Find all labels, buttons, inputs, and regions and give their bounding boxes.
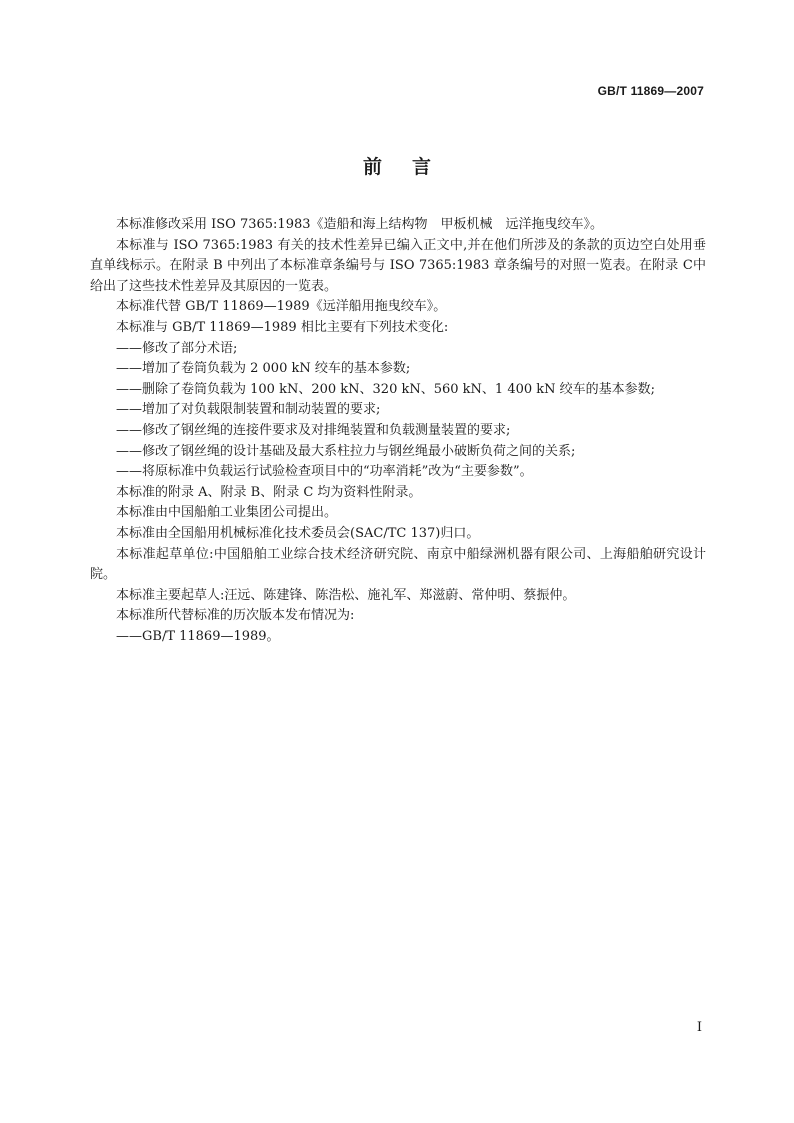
change-item: ——增加了对负载限制装置和制动装置的要求; xyxy=(116,402,381,418)
paragraph-adoption: 本标准修改采用 ISO 7365:1983《造船和海上结构物 甲板机械 远洋拖曳绞车》。 xyxy=(116,217,604,232)
paragraph-technical-differences: 本标准与 ISO 7365:1983 有关的技术性差异已编入正文中,并在他们所涉及的条款的页边空白处用垂直单线标示。在附录 B 中列出了本标准章条编号与 ISO 7365:1983 章条编号的对照一览表。在附录 C中给出了这些技术性差异及其原因的一览表。 xyxy=(90,237,706,294)
paragraph-proposed-by: 本标准由中国船舶工业集团公司提出。 xyxy=(116,505,338,521)
change-item: ——增加了卷筒负载为 2 000 kN 绞车的基本参数; xyxy=(116,361,411,377)
paragraph-history-intro: 本标准所代替标准的历次版本发布情况为: xyxy=(116,608,355,624)
standard-code: GB/T 11869—2007 xyxy=(597,84,704,98)
paragraph-annexes: 本标准的附录 A、附录 B、附录 C 均为资料性附录。 xyxy=(116,484,422,500)
paragraph-administered-by: 本标准由全国船用机械标准化技术委员会(SAC/TC 137)归口。 xyxy=(116,525,480,541)
change-item: ——将原标准中负载运行试验检查项目中的“功率消耗”改为“主要参数”。 xyxy=(116,464,533,480)
change-item: ——修改了部分术语; xyxy=(116,340,238,356)
change-item: ——修改了钢丝绳的连接件要求及对排绳装置和负载测量装置的要求; xyxy=(116,422,511,438)
change-item: ——修改了钢丝绳的设计基础及最大系柱拉力与钢丝绳最小破断负荷之间的关系; xyxy=(116,443,576,459)
change-item: ——删除了卷筒负载为 100 kN、200 kN、320 kN、560 kN、1 400 kN 绞车的基本参数; xyxy=(116,381,656,397)
page-title: 前言 xyxy=(362,156,461,178)
foreword-body xyxy=(90,215,706,647)
history-item: ——GB/T 11869—1989。 xyxy=(116,628,280,644)
paragraph-drafters: 本标准主要起草人:汪远、陈建锋、陈浩松、施礼军、郑滋蔚、常仲明、蔡振仲。 xyxy=(116,587,576,603)
page-number: I xyxy=(696,1020,702,1035)
paragraph-drafting-units: 本标准起草单位:中国船舶工业综合技术经济研究院、南京中船绿洲机器有限公司、上海船舶研究设计院。 xyxy=(90,546,706,583)
paragraph-changes-intro: 本标准与 GB/T 11869—1989 相比主要有下列技术变化: xyxy=(116,319,449,335)
paragraph-replaces: 本标准代替 GB/T 11869—1989《远洋船用拖曳绞车》。 xyxy=(116,299,447,315)
